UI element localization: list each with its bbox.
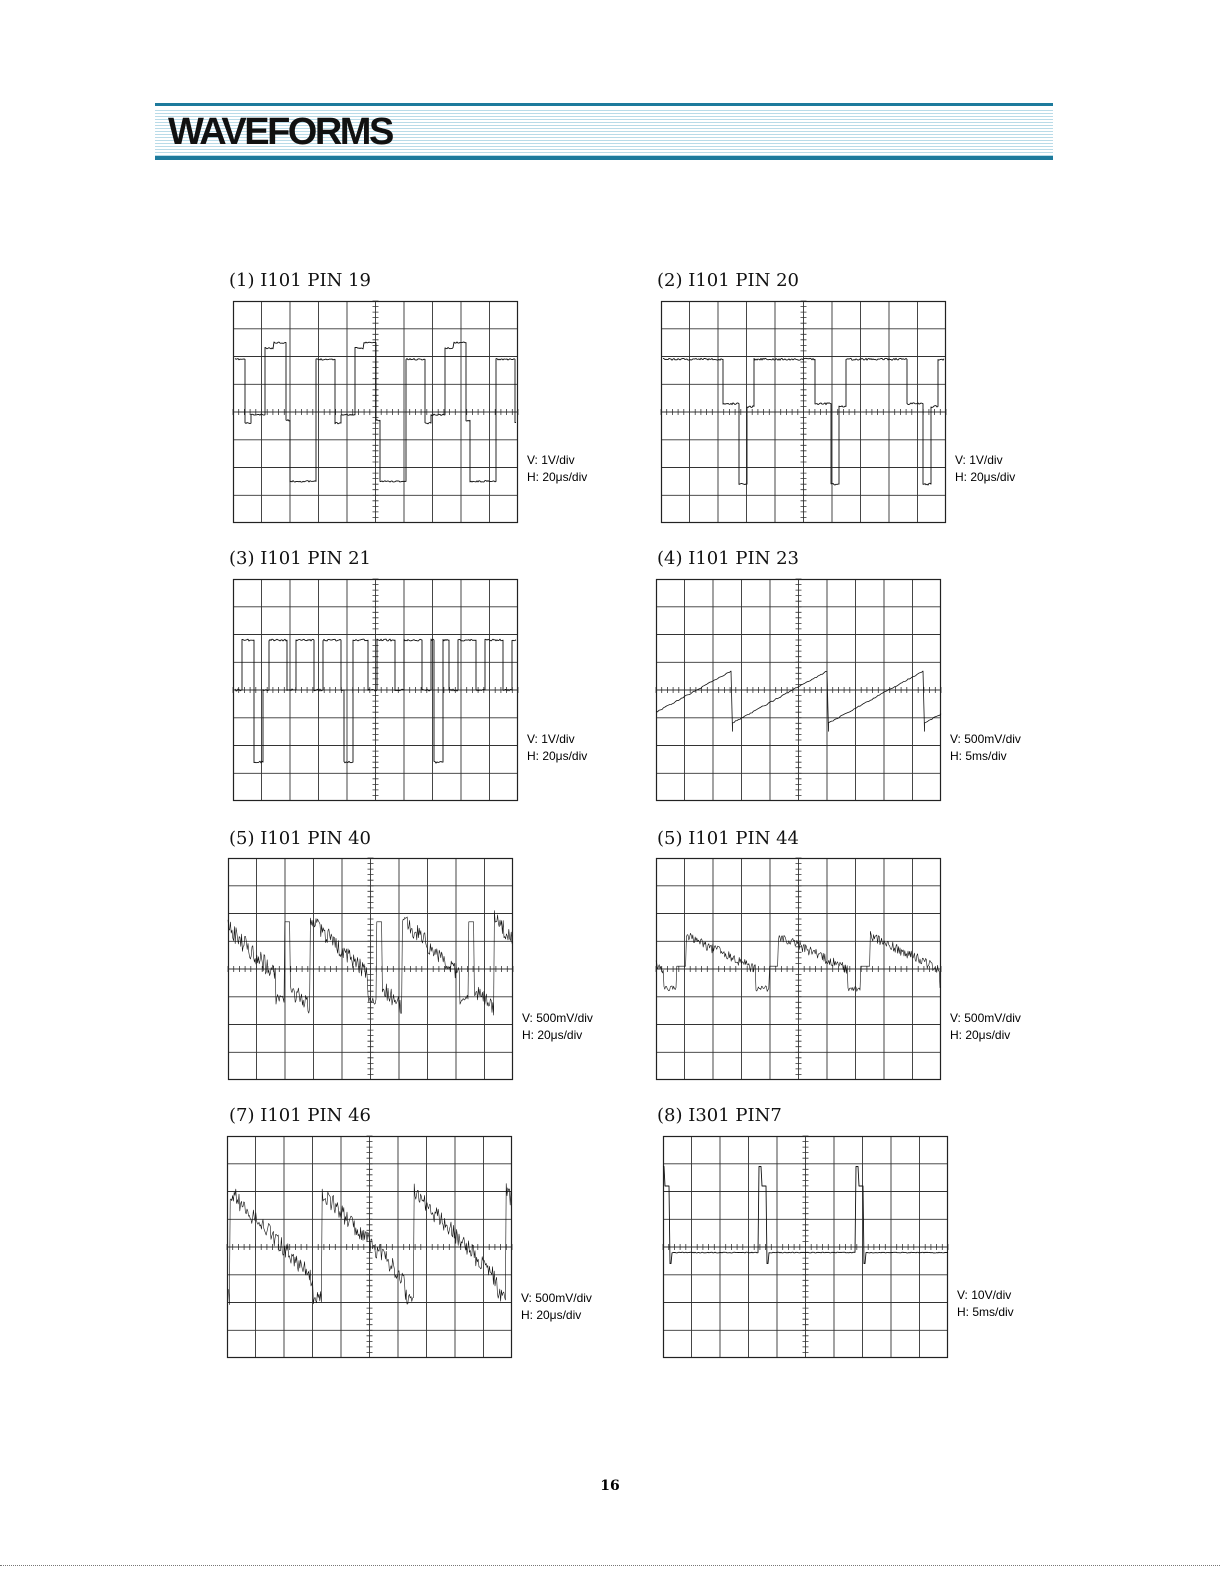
- oscilloscope-screen: [233, 301, 518, 523]
- page-number: 16: [600, 1478, 620, 1494]
- graticule: [663, 1136, 948, 1358]
- page-title: WAVEFORMS: [168, 111, 392, 153]
- scale-label: [521, 1290, 592, 1324]
- panel-title: (4) I101 PIN 23: [657, 548, 800, 569]
- horizontal-scale: H: 5ms/div: [957, 1305, 1014, 1319]
- scale-label: [527, 731, 587, 765]
- vertical-scale: V: 10V/div: [957, 1288, 1012, 1302]
- scale-label: [955, 452, 1015, 486]
- panel-title: (3) I101 PIN 21: [229, 548, 372, 569]
- horizontal-scale: H: 20μs/div: [522, 1028, 583, 1042]
- panel-title: (2) I101 PIN 20: [657, 270, 800, 291]
- scale-label: [957, 1287, 1014, 1321]
- horizontal-scale: H: 20μs/div: [521, 1308, 582, 1322]
- horizontal-scale: H: 5ms/div: [950, 749, 1007, 763]
- vertical-scale: V: 1V/div: [955, 453, 1003, 467]
- graticule: [656, 858, 941, 1080]
- bottom-rule: [0, 1565, 1220, 1566]
- graticule: [661, 301, 946, 523]
- horizontal-scale: H: 20μs/div: [950, 1028, 1011, 1042]
- oscilloscope-screen: [233, 579, 518, 801]
- oscilloscope-screen: [228, 858, 513, 1080]
- vertical-scale: V: 500mV/div: [950, 732, 1021, 746]
- vertical-scale: V: 500mV/div: [950, 1011, 1021, 1025]
- oscilloscope-screen: [656, 858, 941, 1080]
- vertical-scale: V: 500mV/div: [521, 1291, 592, 1305]
- oscilloscope-screen: [656, 579, 941, 801]
- vertical-scale: V: 1V/div: [527, 732, 575, 746]
- horizontal-scale: H: 20μs/div: [527, 470, 588, 484]
- scale-label: [527, 452, 587, 486]
- panel-title: (1) I101 PIN 19: [229, 270, 372, 291]
- scale-label: [522, 1010, 593, 1044]
- horizontal-scale: H: 20μs/div: [955, 470, 1016, 484]
- oscilloscope-screen: [227, 1136, 512, 1358]
- oscilloscope-screen: [661, 301, 946, 523]
- vertical-scale: V: 1V/div: [527, 453, 575, 467]
- scale-label: [950, 1010, 1021, 1044]
- panel-title: (7) I101 PIN 46: [229, 1105, 372, 1126]
- graticule: [233, 579, 518, 801]
- oscilloscope-screen: [663, 1136, 948, 1358]
- panel-title: (5) I101 PIN 40: [229, 828, 372, 849]
- panel-title: (5) I101 PIN 44: [657, 828, 800, 849]
- scale-label: [950, 731, 1021, 765]
- horizontal-scale: H: 20μs/div: [527, 749, 588, 763]
- panel-title: (8) I301 PIN7: [657, 1105, 782, 1126]
- graticule: [233, 301, 518, 523]
- graticule: [656, 579, 941, 801]
- vertical-scale: V: 500mV/div: [522, 1011, 593, 1025]
